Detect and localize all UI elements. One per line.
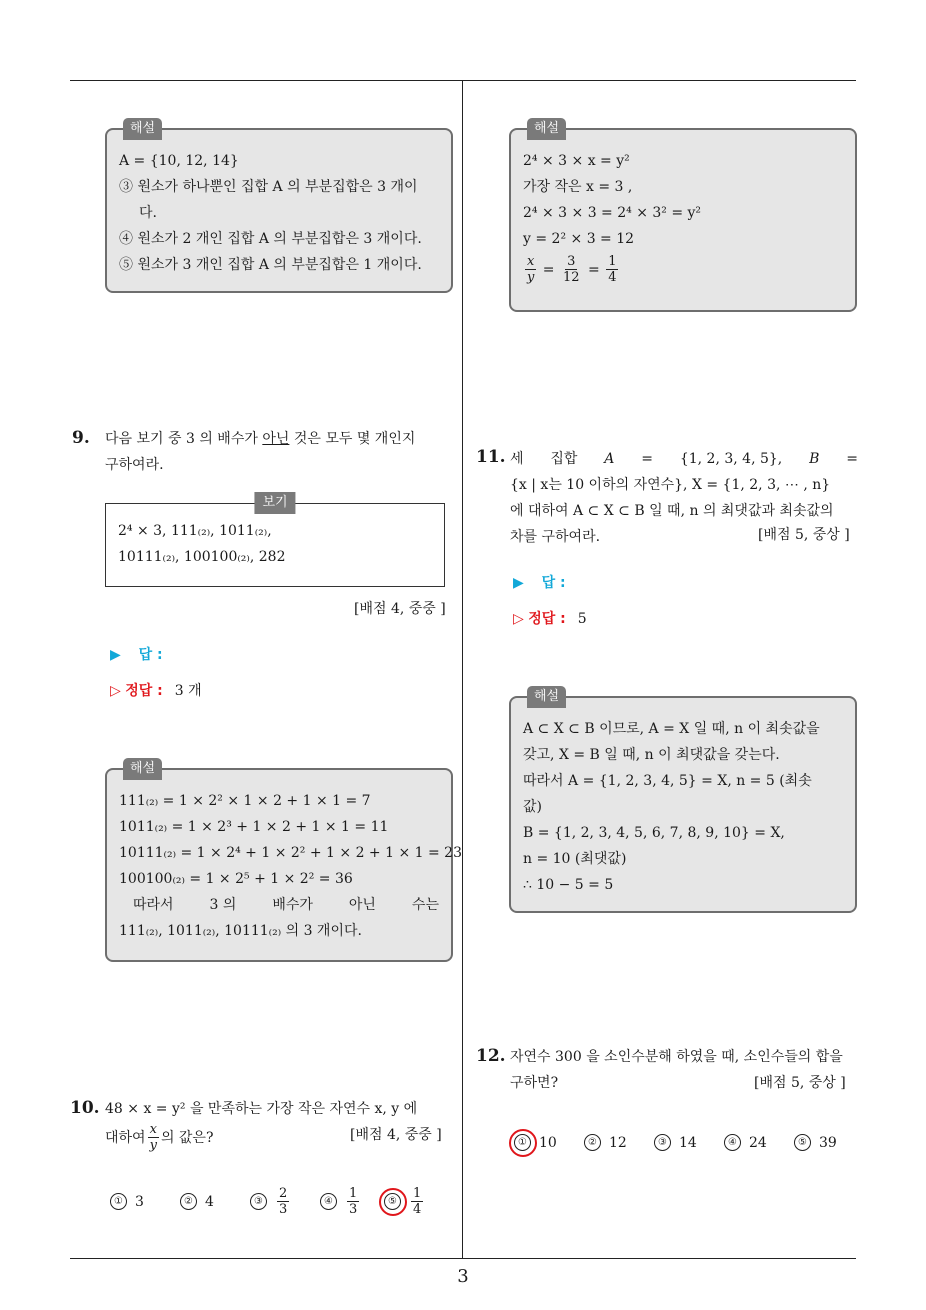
word: 3 의 [209,897,237,913]
correct-label: 정답 : [528,611,566,627]
correct-value: 3 개 [174,683,202,699]
bogi-box [105,495,445,587]
denominator: 3 [279,1202,288,1217]
correct-line-q9 [110,680,202,700]
solution-box-q10 [509,121,857,312]
choice-4[interactable] [320,1186,384,1217]
fraction [277,1186,289,1217]
choices-q12 [514,1134,844,1151]
word: = [846,451,858,467]
score-q9: [배점 4, 중중 ] [354,601,446,617]
word: 아닌 [348,897,376,913]
question-text: 구하면? [510,1075,559,1091]
bogi-tag: 보기 [254,492,295,514]
question-number-11: 11. [476,447,506,467]
choice-1[interactable] [110,1193,180,1210]
question-text: 의 값은? [160,1129,214,1146]
choice-value: 24 [749,1134,767,1151]
solution-tag: 해설 [123,758,162,780]
answer-label: 답 : [541,575,566,591]
choice-value: 4 [205,1193,214,1210]
choice-value: 12 [609,1134,627,1151]
choices-q10 [110,1186,434,1217]
choice-number: ④ [320,1193,337,1210]
choice-2[interactable] [180,1193,250,1210]
bogi-line: 2⁴ × 3, 111₍₂₎, 1011₍₂₎, [118,523,272,539]
solution-line: 가장 작은 x = 3 , [523,179,633,195]
solution-line: 1011₍₂₎ = 1 × 2³ + 1 × 2 + 1 × 1 = 11 [119,819,389,835]
choice-number: ① [514,1134,531,1151]
question-number-10: 10. [70,1098,100,1118]
solution-line: y = 2² × 3 = 12 [523,231,635,247]
word: {1, 2, 3, 4, 5}, [679,451,783,467]
choice-1-selected[interactable] [514,1134,584,1151]
choice-number: ② [584,1134,601,1151]
score-q10: [배점 4, 중중 ] [350,1127,442,1143]
correct-label: 정답 : [125,683,163,699]
solution-line [119,892,439,918]
score-q11: [배점 5, 중상 ] [758,527,850,543]
choice-5-selected[interactable] [384,1186,434,1217]
triangle-outline-icon: ▷ [513,611,524,627]
fraction [347,1186,359,1217]
choice-3[interactable] [250,1186,320,1217]
choice-value: 14 [679,1134,697,1151]
solution-line: ∴ 10 − 5 = 5 [523,877,614,893]
selected-circle-mark [379,1188,407,1216]
solution-line: 100100₍₂₎ = 1 × 2⁵ + 1 × 2² = 36 [119,871,353,887]
word: 집합 [550,451,578,467]
solution-tag: 해설 [527,686,566,708]
question-line [510,446,858,472]
solution-line: n = 10 (최댓값) [523,851,627,867]
answer-line-q11 [513,572,566,592]
answer-line-q9 [110,644,163,664]
question-text: 48 × x = y² 을 만족하는 가장 작은 자연수 x, y 에 [105,1101,418,1117]
solution-line: ⑤ 원소가 3 개인 집합 A 의 부분집합은 1 개이다. [119,257,422,273]
correct-value: 5 [577,611,587,627]
word: 수는 [411,897,439,913]
denominator: 3 [349,1202,358,1217]
solution-line [523,254,843,285]
question-text: 구하여라. [105,457,164,473]
word: 따라서 [133,897,174,913]
numerator: 1 [608,254,617,269]
score-q12: [배점 5, 중상 ] [754,1075,846,1091]
question-9-text [105,426,455,478]
fraction [606,254,618,285]
choice-value: 10 [539,1134,557,1151]
solution-line: 다. [139,205,157,221]
numerator: 1 [349,1186,358,1201]
play-icon: ▶ [110,647,121,663]
word: A [604,451,615,467]
word: = [641,451,653,467]
play-icon: ▶ [513,575,524,591]
fraction [411,1186,423,1217]
bottom-rule [70,1258,856,1259]
choice-2[interactable] [584,1134,654,1151]
numerator: 1 [413,1186,422,1201]
correct-line-q11 [513,608,587,628]
denominator: 4 [608,270,617,285]
choice-4[interactable] [724,1134,794,1151]
choice-3[interactable] [654,1134,724,1151]
word: 세 [510,451,524,467]
solution-line: A ⊂ X ⊂ B 이므로, A = X 일 때, n 이 최솟값을 [523,721,820,737]
choice-number: ① [110,1193,127,1210]
top-rule [70,80,856,81]
solution-line: 2⁴ × 3 × 3 = 2⁴ × 3² = y² [523,205,702,221]
fraction [561,254,582,285]
solution-line: A = {10, 12, 14} [119,153,239,169]
question-number-9: 9. [72,428,90,448]
page-number: 3 [457,1266,469,1287]
choice-5[interactable] [794,1134,844,1151]
solution-tag: 해설 [527,118,566,140]
choice-number: ② [180,1193,197,1210]
choice-number: ④ [724,1134,741,1151]
triangle-outline-icon: ▷ [110,683,121,699]
fraction [525,254,536,285]
solution-line: ④ 원소가 2 개인 집합 A 의 부분집합은 3 개이다. [119,231,422,247]
column-divider [462,80,463,1258]
choice-number: ③ [654,1134,671,1151]
fraction [148,1122,159,1153]
choice-value: 39 [819,1134,837,1151]
word: B [809,451,820,467]
underlined-word: 아닌 [262,431,290,447]
solution-line: 2⁴ × 3 × x = y² [523,153,630,169]
answer-label: 답 : [138,647,163,663]
numerator: x [527,254,535,269]
solution-line: 111₍₂₎, 1011₍₂₎, 10111₍₂₎ 의 3 개이다. [119,923,362,939]
solution-line: 갖고, X = B 일 때, n 이 최댓값을 갖는다. [523,747,780,763]
denominator: 12 [563,270,580,285]
question-text: {x | x는 10 이하의 자연수}, X = {1, 2, 3, ⋯ , n} [510,477,831,493]
choice-number: ⑤ [384,1193,401,1210]
solution-box-q9 [105,761,462,962]
equals-sign: = [583,261,605,278]
solution-box-q11 [509,689,857,913]
word: 배수가 [272,897,313,913]
solution-line: ③ 원소가 하나뿐인 집합 A 의 부분집합은 3 개이 [119,179,418,195]
question-text: 자연수 300 을 소인수분해 하였을 때, 소인수들의 합을 [510,1049,843,1065]
bogi-line: 10111₍₂₎, 100100₍₂₎, 282 [118,549,286,565]
numerator: 3 [567,254,576,269]
solution-line: 값) [523,799,542,815]
question-number-12: 12. [476,1046,506,1066]
choice-value: 3 [135,1193,144,1210]
question-text: 차를 구하여라. [510,529,601,545]
question-text: 에 대하여 A ⊂ X ⊂ B 일 때, n 의 최댓값과 최솟값의 [510,503,834,519]
solution-tag: 해설 [123,118,162,140]
denominator: y [527,270,535,285]
solution-line: 111₍₂₎ = 1 × 2² × 1 × 2 + 1 × 1 = 7 [119,793,371,809]
choice-number: ③ [250,1193,267,1210]
solution-box-q8 [105,121,453,293]
numerator: 2 [279,1186,288,1201]
choice-number: ⑤ [794,1134,811,1151]
denominator: 4 [413,1202,422,1217]
question-text: 다음 보기 중 3 의 배수가 [105,431,263,447]
denominator: y [149,1138,157,1153]
question-text: 것은 모두 몇 개인지 [289,431,416,447]
numerator: x [149,1122,157,1137]
selected-circle-mark [509,1129,537,1157]
solution-line: 10111₍₂₎ = 1 × 2⁴ + 1 × 2² + 1 × 2 + 1 × 1 = 23 [119,845,462,861]
equals-sign: = [538,261,559,278]
solution-line: B = {1, 2, 3, 4, 5, 6, 7, 8, 9, 10} = X, [523,825,785,841]
question-text: 대하여 [105,1129,146,1146]
solution-line: 따라서 A = {1, 2, 3, 4, 5} = X, n = 5 (최솟 [523,773,812,789]
